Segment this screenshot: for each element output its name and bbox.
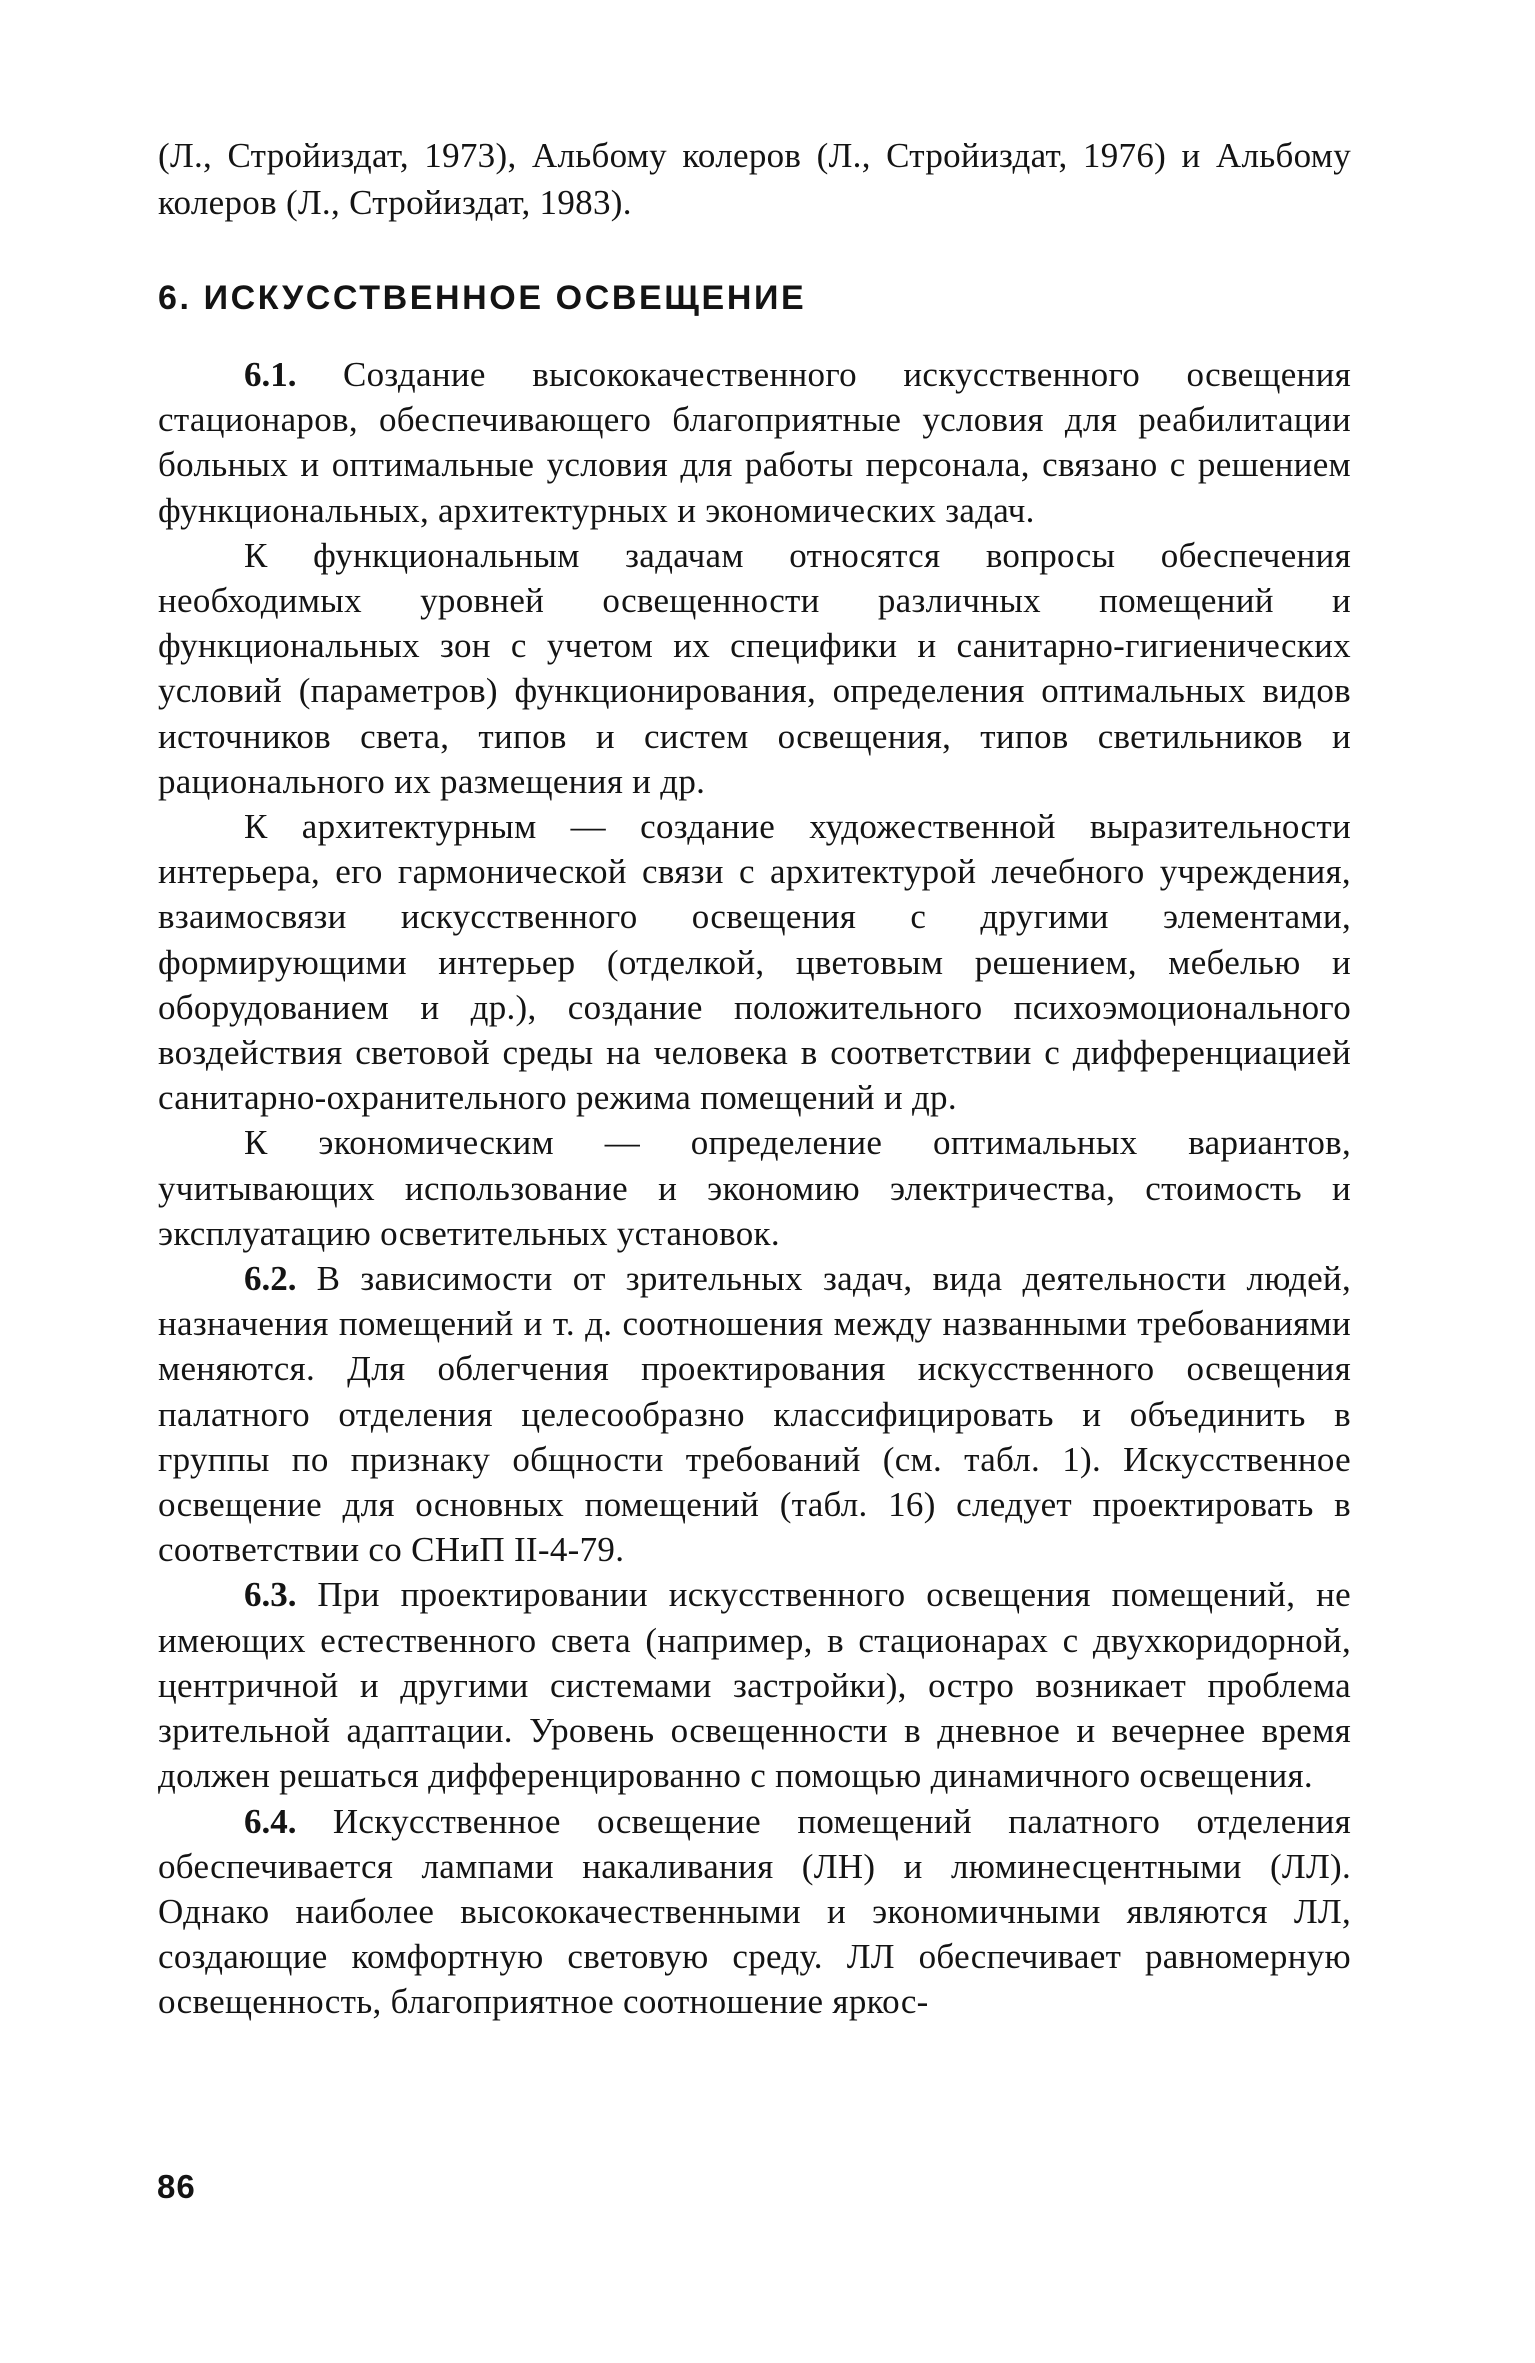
intro-continuation	[158, 132, 1351, 226]
intro-text: (Л., Стройиздат, 1973), Альбому колеров (Л., Стройиздат, 1976) и Альбому колеров (Л., Стройиздат, 1983).	[158, 136, 1351, 222]
paragraph-number: 6.4.	[244, 1801, 297, 1841]
paragraph-text: Искусственное освещение помещений палатного отделения обеспечивается лампами накаливания (ЛН) и люминесцентными (ЛЛ). Однако наиболее высококачественными и экономичными являются ЛЛ, создающие комфортную световую среду. ЛЛ обеспечивает равномерную освещенность, благоприятное соотношение яркос-	[158, 1801, 1351, 2022]
page-number: 86	[157, 2168, 196, 2205]
paragraph-number: 6.3.	[244, 1575, 297, 1615]
paragraph-6-2	[158, 1256, 1351, 1572]
paragraph-architectural: К архитектурным — создание художественной выразительности интерьера, его гармонической связи с архитектурой лечебного учреждения, взаимосвязи искусственного освещения с другими элементами, формирующими интерьер (отделкой, цветовым решением, мебелью и оборудованием и др.), создание положительного психоэмоционального воздействия световой среды на человека в соответствии с дифференциацией санитарно-охранительного режима помещений и др.	[158, 807, 1351, 1118]
paragraph-6-3	[158, 1572, 1351, 1798]
paragraph-6-4	[158, 1799, 1351, 2025]
paragraph-text: В зависимости от зрительных задач, вида деятельности людей, назначения помещений и т. д. соотношения между названными требованиями меняются. Для облегчения проектирования искусственного освещения палатного отделения целесообразно классифицировать и объединить в группы по признаку общности требований (см. табл. 1). Искусственное освещение для основных помещений (табл. 16) следует проектировать в соответствии со СНиП II-4-79.	[158, 1259, 1351, 1570]
paragraph-number: 6.1.	[244, 355, 297, 394]
paragraph-text: При проектировании искусственного освещения помещений, не имеющих естественного света (например, в стационарах с двухкоридорной, центричной и другими системами застройки), остро возникает проблема зрительной адаптации. Уровень освещенности в дневное и вечернее время должен решаться дифференцированно с помощью динамичного освещения.	[158, 1575, 1351, 1796]
section-heading: 6. ИСКУССТВЕННОЕ ОСВЕЩЕНИЕ	[158, 279, 807, 317]
paragraph-text: Создание высококачественного искусственного освещения стационаров, обеспечивающего благоприятные условия для реабилитации больных и оптимальные условия для работы персонала, связано с решением функциональных, архитектурных и экономических задач.	[158, 355, 1351, 530]
section-body	[158, 352, 1351, 2025]
paragraph-functional: К функциональным задачам относятся вопросы обеспечения необходимых уровней освещенности различных помещений и функциональных зон с учетом их специфики и санитарно-гигиенических условий (параметров) функционирования, определения оптимальных видов источников света, типов и систем освещения, типов светильников и рационального их размещения и др.	[158, 535, 1351, 801]
paragraph-6-1	[158, 352, 1351, 533]
paragraph-number: 6.2.	[244, 1259, 297, 1299]
paragraph-economic: К экономическим — определение оптимальных вариантов, учитывающих использование и экономию электричества, стоимость и эксплуатацию осветительных установок.	[158, 1123, 1351, 1253]
